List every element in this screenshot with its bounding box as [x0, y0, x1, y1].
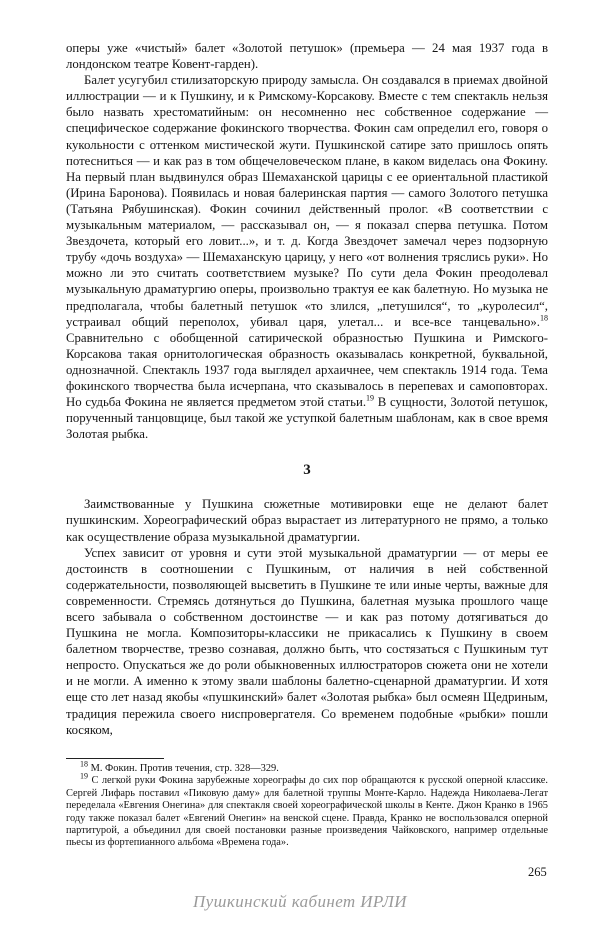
paragraph-text: Балет усугубил стилизаторскую природу замысла. Он создавался в приемах двойной иллюстрации — и к Пушкину, и к Римскому-Корсакову. Вместе с тем спектакль нельзя было назвать хрестоматийным: он несомненно нес собственное содержание — специфическое содержание фокинского творчества. Фокин сам определил его, говоря о кукольности с оттенком мистической жути. Пушкинской сатире зато пришлось опять потесниться — и как раз в том общечеловеческом плане, в каком виделась она Фокину. На первый план выдвинулся образ Шемаханской царицы с ее ориентальной пластикой (Ирина Баронова). Появилась и новая балеринская партия — самого Золотого петушка (Татьяна Рябушинская). Фокин сочинил действенный пролог. «В соответствии с музыкальным материалом, — рассказывал он, — я показал сперва петушка. Потом Звездочета, который его ловит...», и т. д. Когда Звездочет замечал через подзорную трубу «дочь воздуха» — Шемаханскую царицу, у него «от волнения тряслись руки». Но можно ли это считать соответствием музыке? По сути дела Фокин преодолевал музыкальную драматургию оперы, произвольно трактуя ее как балетную. Но музыка не предполагала, чтобы балетный петушок «то злился, „петушился“, то „куролесил“, устраивал общий переполох, убивал царя, улетал... и все-все танцевально». [66, 73, 548, 329]
paragraph: оперы уже «чистый» балет «Золотой петушок» (премьера — 24 мая 1937 года в лондонском театре Ковент-гарден). [66, 41, 548, 72]
watermark: Пушкинский кабинет ИРЛИ [193, 892, 407, 911]
footnote-number: 19 [80, 771, 88, 781]
page-number: 265 [528, 865, 547, 879]
footnote-number: 18 [80, 759, 88, 769]
paragraph-text: Сравнительно с обобщенной сатирической образностью Пушкина и Римского-Корсакова такая орнитологическая образность оказывалась конкретной, буквальной, однозначной. Спектакль 1937 года выглядел архаичнее, чем спектакль 1914 года. Тема фокинского творчества была исчерпана, что сказывалось в перепевах и самоповторах. Но судьба Фокина не является предметом этой статьи. [66, 330, 548, 410]
paragraph: Успех зависит от уровня и сути этой музыкальной драматургии — от меры ее достоинств в соотношении с Пушкиным, от наличия в ней собственной содержательности, позволяющей высветить в Пушкине те или иные черты, важные для современности. Стремясь дотянуться до Пушкина, балетная музыка прошлого чаще всего забывала о собственном достоинстве — и как раз потому дотягиваться до Пушкина не могла. Композиторы-классики не прикасались к Пушкину в своем балетном творчестве, трезво сознавая, должно быть, что состязаться с Пушкиным тут непросто. Опускаться же до роли обыкновенных иллюстраторов сюжета они не хотели и не могли. А именно к этому звали шаблоны балетно-сценарной драматургии. И хотя еще сто лет назад якобы «пушкинский» балет «Золотая рыбка» был осмеян Щедриным, традиция пережила своего ниспровергателя. Со временем подобные «рыбки» пошли косяком, [66, 545, 548, 737]
footnote-18 [66, 759, 548, 775]
footnote-text: С легкой руки Фокина зарубежные хореографы до сих пор обращаются к русской оперной классике. Сергей Лифарь поставил «Пиковую даму» для балетной труппы Монте-Карло. Надежда Николаева-Легат переделала «Евгения Онегина» для спектакля своей хореографической школы в Кенте. Джон Кранко в 1965 году также показал балет «Евгений Онегин» на венской сцене. Правда, Кранко не воспользовался оперной партитурой, а объединил для своей постановки разные произведения Чайковского, например отдельные пьесы из фортепианного альбома «Времена года». [66, 775, 548, 849]
footnote-ref-18[interactable]: 18 [540, 313, 548, 323]
footnotes [66, 759, 548, 850]
section-number: 3 [303, 462, 311, 479]
main-text [66, 40, 548, 738]
paragraph: Заимствованные у Пушкина сюжетные мотивировки еще не делают балет пушкинским. Хореографический образ вырастает из литературного не прямо, а только как осуществление образа музыкальной драматургии. [66, 497, 548, 544]
paragraph [66, 72, 548, 442]
footnote-ref-19[interactable]: 19 [366, 393, 375, 403]
paragraph-text: В сущности, Золотой петушок, порученный танцовщице, был такой же уступкой балетным шаблонам, как в свое время Золотая рыбка. [66, 395, 548, 442]
footnote-19 [66, 771, 548, 849]
footnote-text: М. Фокин. Против течения, стр. 328—329. [90, 763, 279, 774]
